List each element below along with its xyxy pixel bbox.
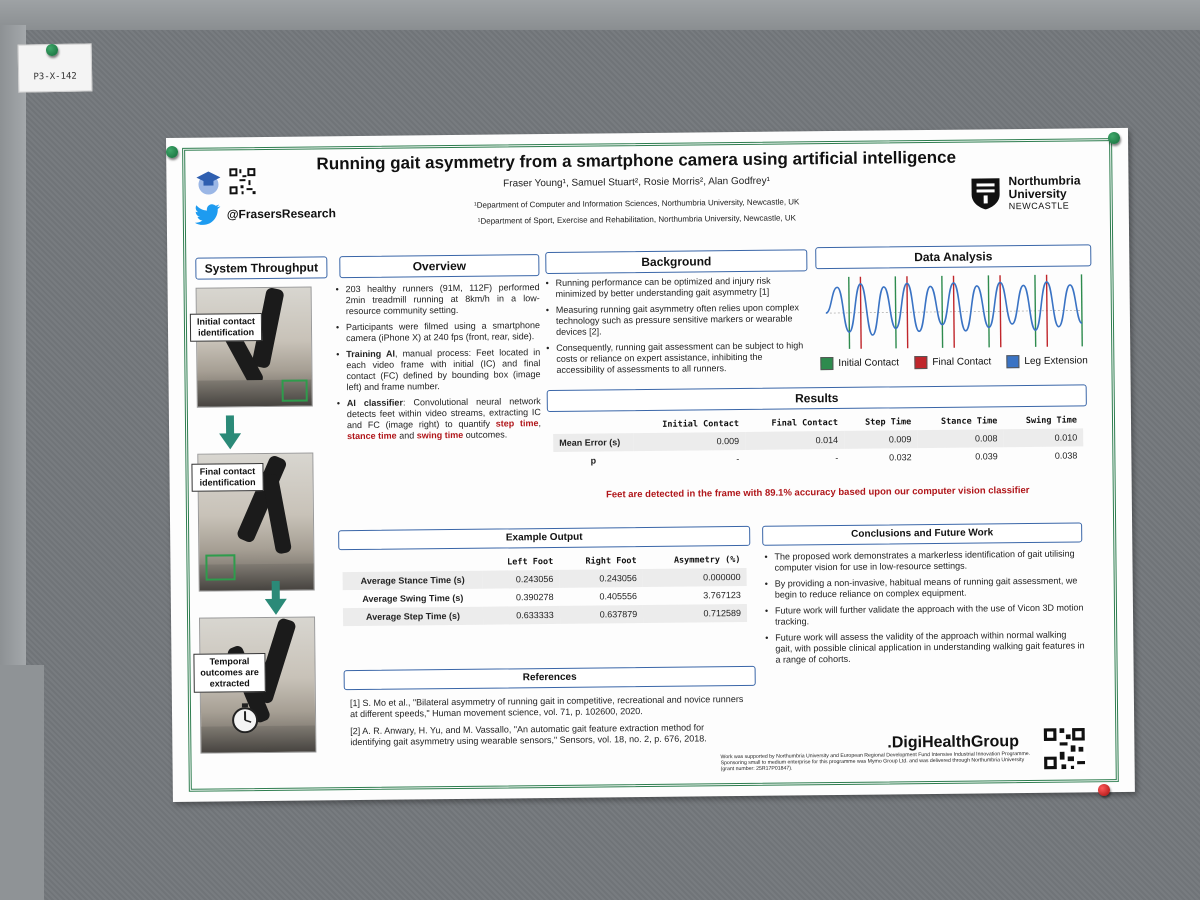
stopwatch-icon (230, 703, 260, 733)
push-pin-icon (1098, 784, 1110, 796)
runner-photo-initial-contact (196, 286, 313, 407)
initial-contact-marker (988, 275, 989, 347)
foot-bounding-box (282, 380, 308, 402)
data-analysis-heading: Data Analysis (815, 244, 1091, 269)
references-heading: References (344, 666, 756, 690)
legend-final-contact (914, 355, 991, 369)
university-name (1008, 174, 1080, 201)
conclusions-bullet: • By providing a non-invasive, habitual means of running gait assessment, we begin to reduce reliance on complex equipment. (765, 575, 1085, 600)
board-card (0, 665, 44, 900)
graduation-cap-icon (194, 167, 222, 195)
step-label-temporal-outcomes: Temporal outcomes are extracted (193, 653, 265, 693)
final-contact-marker (907, 276, 908, 348)
initial-contact-marker (1035, 275, 1036, 347)
university-crest-icon (968, 175, 1002, 211)
table-cell: 0.009 (633, 432, 745, 451)
table-cell: 0.390278 (515, 591, 554, 603)
twitter-handle: @FrasersResearch (226, 206, 336, 222)
table-cell: 0.010 (1003, 428, 1083, 447)
results-col-header: Final Contact (771, 417, 839, 429)
row-label: Mean Error (s) (553, 433, 633, 452)
runner-leg (262, 473, 292, 555)
legend-label: Initial Contact (838, 357, 900, 369)
university-name-line1: Northumbria (1008, 173, 1081, 189)
overview-bullet: • Participants were filmed using a smartphone camera (iPhone X) at 240 fps (front, rear, side). (336, 320, 540, 344)
example-output-table (342, 552, 747, 626)
table-cell: 0.008 (917, 429, 1003, 448)
overview-text-span: : Convolutional neural network detects feet within video streams, extracting IC and FC (image right) to quantify (346, 396, 541, 431)
legend-leg-extension (1006, 354, 1088, 368)
overview-bullet: • 203 healthy runners (91M, 112F) performed 2min treadmill running at 8km/h in a low-resource community setting. (336, 282, 540, 317)
conclusions-bullet: • The proposed work demonstrates a markerless identification of gait utilising computer vision for use in low-resource settings. (764, 548, 1084, 573)
legend-swatch-green (820, 357, 833, 370)
overview-bullet (337, 396, 541, 442)
qr-code-icon (228, 167, 256, 195)
table-cell: - (736, 454, 740, 465)
overview-text-span: , manual process: Feet located in each video frame with initial (IC) and final contact (FC) defined by bounding box (image left) and frame number. (346, 347, 541, 393)
background-bullet: • Consequently, running gait assessment can be subject to high costs or reliance on expert assistance, inhibiting the accessibility of assessments to all runners. (546, 340, 812, 376)
references-text (350, 694, 747, 748)
background-bullet: • Running performance can be optimized and injury risk minimized by better understanding gait asymmetry [1] (545, 275, 811, 300)
overview-text-span: , (538, 418, 542, 429)
highlight-step-time: step time (495, 418, 539, 429)
legend-label: Final Contact (932, 356, 992, 368)
table-cell: 0.712589 (643, 604, 747, 623)
overview-bold: Training AI (346, 348, 396, 360)
row-label: p (590, 455, 597, 466)
legend-initial-contact (820, 356, 899, 370)
step-label-final-contact: Final contact identification (191, 463, 263, 492)
down-arrow-icon (219, 415, 241, 449)
table-cell: 0.000000 (643, 568, 747, 587)
example-col-header: Left Foot (507, 556, 554, 568)
table-cell: 0.637879 (560, 605, 644, 624)
final-contact-marker (860, 277, 861, 349)
overview-bold: AI classifier (346, 397, 403, 409)
table-cell: 0.243056 (483, 570, 560, 589)
affiliation-2: ¹Department of Sport, Exercise and Rehabilitation, Northumbria University, Newcastle, UK (477, 213, 797, 226)
example-col-header: Asymmetry (%) (673, 555, 741, 566)
push-pin-icon (166, 146, 178, 158)
results-table (553, 412, 1084, 470)
overview-text-span: and (396, 430, 417, 441)
initial-contact-marker (942, 276, 943, 348)
board-tag: P3-X-142 (18, 43, 93, 92)
results-col-header: Initial Contact (662, 419, 740, 430)
conclusions-bullet: • Future work will assess the validity of the approach within normal walking gait, with possible clinical application in understanding walking gait features in a range of cohorts. (765, 629, 1085, 665)
table-cell: 0.014 (745, 431, 844, 450)
results-col-header: Swing Time (1025, 415, 1078, 427)
table-cell: 0.243056 (559, 569, 643, 588)
example-col-header (342, 555, 482, 572)
background-bullet: • Measuring running gait asymmetry often relies upon complex technology such as pressure sensitive markers or wearable devices [2]. (546, 302, 812, 338)
conclusions-bullet: • Future work will further validate the approach with the use of Vicon 3D motion tracking. (765, 602, 1085, 627)
poster-authors: Fraser Young¹, Samuel Stuart², Rosie Morris², Alan Godfrey¹ (503, 175, 770, 190)
results-heading: Results (547, 384, 1087, 412)
board-frame-top (0, 0, 1200, 30)
initial-contact-marker (1081, 274, 1082, 346)
highlight-stance-time: stance time (347, 430, 397, 442)
example-output-heading: Example Output (338, 526, 750, 550)
final-contact-marker (1000, 275, 1001, 347)
legend-label: Leg Extension (1024, 355, 1088, 368)
table-cell: 0.038 (1054, 450, 1078, 461)
reference-1: [1] S. Mo et al., "Bilateral asymmetry of running gait in competitive, recreational and novice runners at different speeds," Human movement science, vol. 71, p. 102600, 2020. (349, 693, 744, 720)
overview-text-span: outcomes. (463, 429, 508, 440)
funding-note: Work was supported by Northumbria University and European Regional Development Fund Intensive Industrial Innovation Programme. Sponsoring small to medium enterprise for this programme was Mymo Group Ltd. and was delivered through Northumbria University (grant number: 25R17P01847). (720, 750, 1031, 773)
overview-heading: Overview (339, 254, 539, 278)
table-cell: 0.039 (975, 451, 998, 462)
overview-bullet (336, 347, 540, 393)
table-cell: - (835, 452, 839, 464)
example-col-header: Right Foot (585, 556, 637, 567)
highlight-swing-time: swing time (416, 429, 464, 441)
row-label: Average Stance Time (s) (343, 571, 483, 590)
results-col-header (553, 417, 633, 434)
conclusions-heading: Conclusions and Future Work (762, 522, 1082, 545)
push-pin-icon (46, 44, 58, 56)
background-text (545, 275, 812, 381)
conclusions-text (764, 548, 1085, 670)
overview-text (336, 282, 542, 447)
table-cell: 3.767123 (703, 590, 741, 601)
legend-swatch-blue (1006, 355, 1019, 368)
qr-code-icon (1042, 726, 1086, 770)
table-cell: 0.405556 (599, 591, 638, 602)
accuracy-note: Feet are detected in the frame with 89.1% accuracy based upon our computer vision classifier (605, 484, 1030, 501)
row-label: Average Step Time (s) (343, 607, 483, 626)
twitter-icon (195, 203, 221, 225)
system-throughput-heading: System Throughput (195, 256, 327, 279)
initial-contact-marker (895, 276, 896, 348)
foot-bounding-box (205, 554, 235, 580)
final-contact-marker (953, 276, 954, 348)
initial-contact-marker (849, 277, 850, 349)
table-cell: 0.032 (888, 452, 912, 463)
gait-signal-chart (819, 272, 1088, 351)
step-label-initial-contact: Initial contact identification (190, 313, 262, 342)
table-cell: 0.633333 (483, 606, 560, 625)
university-name-line2: University (1008, 186, 1067, 202)
down-arrow-icon (265, 581, 287, 615)
reference-2: [2] A. R. Anwary, H. Yu, and M. Vassallo, "An automatic gait feature extraction method for identifying gait asymmetry using wearable sensors," Sensors, vol. 18, no. 2, p. 676, 2018. (350, 722, 707, 748)
push-pin-icon (1108, 132, 1120, 144)
results-col-header: Stance Time (940, 416, 998, 427)
row-label: Average Swing Time (s) (362, 592, 464, 604)
results-col-header: Step Time (865, 417, 912, 428)
legend-swatch-red (914, 356, 927, 369)
final-contact-marker (1047, 275, 1048, 347)
university-city: NEWCASTLE (1008, 200, 1070, 212)
background-heading: Background (545, 249, 807, 274)
table-cell: 0.009 (844, 430, 917, 449)
poster-title: Running gait asymmetry from a smartphone camera using artificial intelligence (316, 147, 957, 174)
digihealthgroup-logo: .DigiHealthGroup (887, 733, 1020, 752)
poster (166, 128, 1135, 802)
affiliation-1: ¹Department of Computer and Information Sciences, Northumbria University, Newcastle, UK (474, 197, 800, 210)
